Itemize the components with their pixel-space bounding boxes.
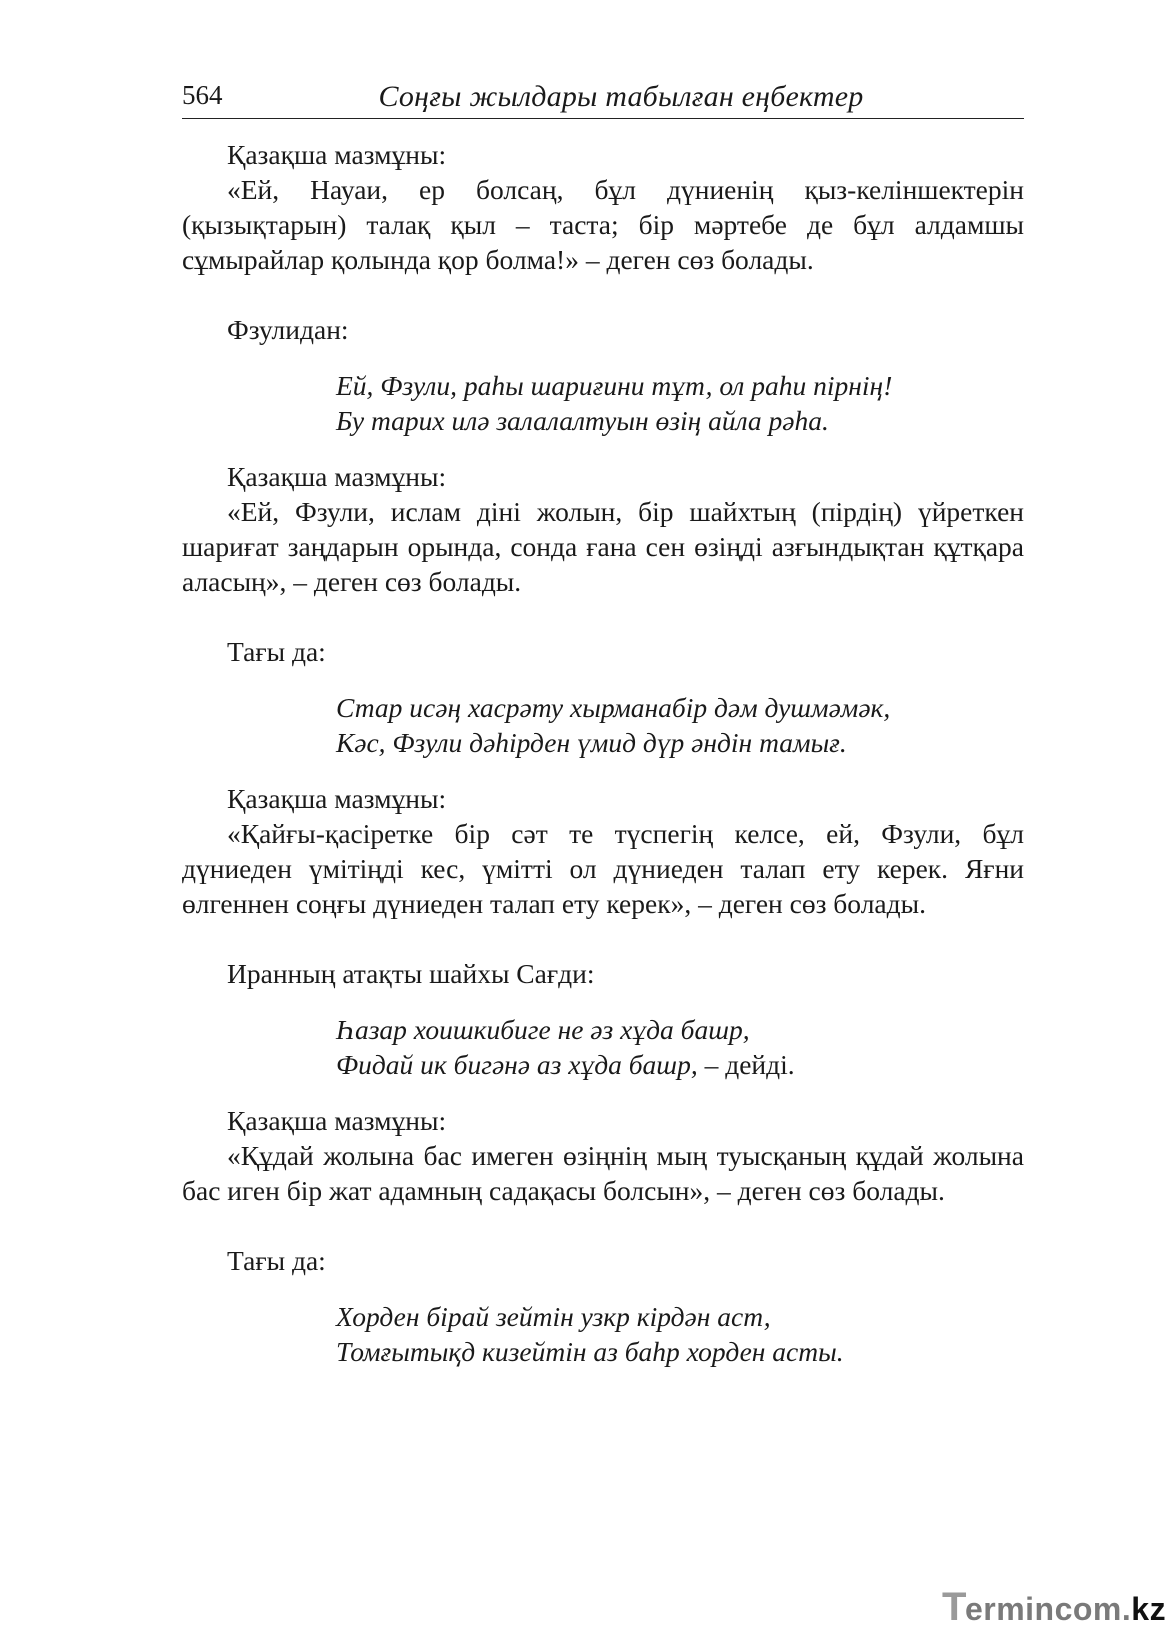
verse-text: Ей, Фзули, раһы шариғини тұт, ол раһи пірнің! (336, 370, 893, 401)
spacer (182, 921, 1024, 956)
section-label: Тағы да: (227, 636, 326, 667)
spacer (182, 347, 1024, 368)
verse-text: Һазар хоишкибиге не әз хұда башр, (336, 1014, 750, 1045)
verse-text: Бу тарих илә залалалтуын өзің айла рәһа. (336, 405, 829, 436)
section-label: Иранның атақты шайхы Сағди: (227, 958, 595, 989)
running-header (182, 80, 1024, 119)
section-label: Қазақша мазмұны: (227, 1105, 447, 1136)
verse-text: Хорден бірай зейтін узкр кірдән аст, (336, 1301, 771, 1332)
verse-quote (182, 1012, 1024, 1082)
spacer (182, 1278, 1024, 1299)
paragraph: «Құдай жолына бас имеген өзіңнің мың туысқаның құдай жолына бас иген бір жат адамның садақасы болсын», – деген сөз болады. (182, 1140, 1024, 1206)
spacer (182, 760, 1024, 781)
verse-suffix: – дейді. (697, 1049, 795, 1080)
watermark-name: ermincom. (964, 1591, 1132, 1627)
verse-text: Фидай ик бигәнә аз хұда башр, (336, 1049, 698, 1080)
verse-line (336, 1012, 1024, 1047)
verse-quote (182, 1299, 1024, 1369)
spacer (182, 1082, 1024, 1103)
spacer (182, 1208, 1024, 1243)
verse-text: Кәс, Фзули дәһірден үмид дүр әндін тамығ. (336, 727, 847, 758)
verse-line (336, 1334, 1024, 1369)
spacer (182, 669, 1024, 690)
watermark-initial: T (942, 1585, 967, 1629)
spacer (182, 991, 1024, 1012)
verse-line (336, 690, 1024, 725)
verse-text: Стар исәң хасрәту хырманабір дәм душмәмәк, (336, 692, 891, 723)
section-label: Қазақша мазмұны: (227, 783, 447, 814)
section-label: Тағы да: (227, 1245, 326, 1276)
verse-quote (182, 690, 1024, 760)
verse-line (336, 403, 1024, 438)
watermark-tld: kz (1131, 1591, 1166, 1627)
verse-quote (182, 368, 1024, 438)
running-title: Соңғы жылдары табылған еңбектер (378, 80, 864, 113)
paragraph: «Ей, Науаи, ер болсаң, бұл дүниенің қыз-келіншектерін (қызықтарын) талақ қыл – таста; бір мәртебе де бұл алдамшы сұмырайлар қолында қор болма!» – деген сөз болады. (182, 174, 1024, 275)
verse-line (336, 368, 1024, 403)
verse-line (336, 725, 1024, 760)
paragraph: «Қайғы-қасіретке бір сәт те түспегің келсе, ей, Фзули, бұл дүниеден үмітіңді кес, үмітті ол дүниеден талап ету керек. Яғни өлгеннен соңғы дүниеден талап ету керек», – деген сөз болады. (182, 818, 1024, 919)
verse-line (336, 1047, 1024, 1082)
page-body (182, 137, 1024, 1369)
section-label: Фзулидан: (227, 314, 349, 345)
termincom-watermark-logo (942, 1585, 1166, 1630)
section-label: Қазақша мазмұны: (227, 461, 447, 492)
page-number: 564 (182, 80, 223, 110)
verse-text: Томғытықд кизейтін аз баһр хорден асты. (336, 1336, 844, 1367)
verse-line (336, 1299, 1024, 1334)
spacer (182, 599, 1024, 634)
spacer (182, 438, 1024, 459)
spacer (182, 277, 1024, 312)
paragraph: «Ей, Фзули, ислам діні жолын, бір шайхтың (пірдің) үйреткен шариғат заңдарын орында, сонда ғана сен өзіңді азғындықтан құтқара аласың», – деген сөз болады. (182, 496, 1024, 597)
section-label: Қазақша мазмұны: (227, 139, 447, 170)
